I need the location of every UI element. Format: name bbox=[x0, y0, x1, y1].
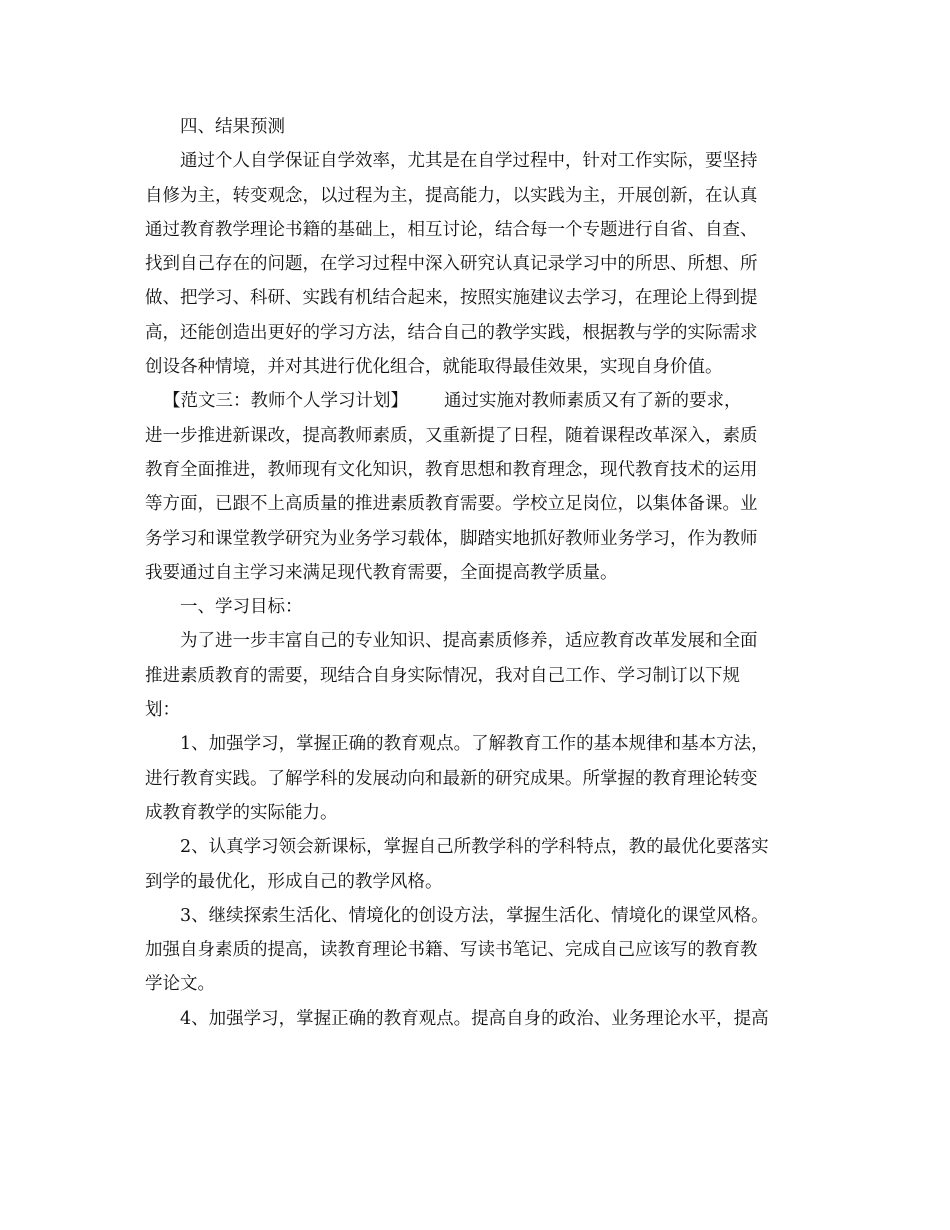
paragraph-text: 通过实施对教师素质又有了新的要求， bbox=[444, 391, 742, 412]
paragraph-line: 找到自己存在的问题，在学习过程中深入研究认真记录学习中的所思、所想、所 bbox=[145, 254, 758, 275]
paragraph-line: 学论文。 bbox=[145, 974, 215, 995]
paragraph-line: 进一步推进新课改，提高教师素质，又重新提了日程，随着课程改革深入，素质 bbox=[145, 425, 758, 446]
paragraph-line: 我要通过自主学习来满足现代教育需要，全面提高教学质量。 bbox=[145, 562, 618, 583]
paragraph-line: 推进素质教育的需要，现结合自身实际情况，我对自己工作、学习制订以下规 bbox=[145, 665, 740, 686]
section-heading-goals: 一、学习目标： bbox=[180, 597, 303, 618]
list-item-2: 2、认真学习领会新课标，掌握自己所教学科的学科特点，教的最优化要落实 bbox=[180, 837, 769, 858]
paragraph-line: 通过个人自学保证自学效率，尤其是在自学过程中，针对工作实际，要坚持 bbox=[180, 151, 758, 172]
paragraph-line: 通过教育教学理论书籍的基础上，相互讨论，结合每一个专题进行自省、自查、 bbox=[145, 219, 758, 240]
paragraph-line: 加强自身素质的提高，读教育理论书籍、写读书笔记、完成自己应该写的教育教 bbox=[145, 940, 758, 961]
section-heading-results: 四、结果预测 bbox=[180, 117, 285, 137]
sample-title-line bbox=[145, 384, 805, 418]
paragraph-line: 到学的最优化，形成自己的教学风格。 bbox=[145, 871, 443, 892]
paragraph-line: 务学习和课堂教学研究为业务学习载体，脚踏实地抓好教师业务学习，作为教师 bbox=[145, 528, 758, 549]
paragraph-line: 为了进一步丰富自己的专业知识、提高素质修养，适应教育改革发展和全面 bbox=[180, 631, 758, 652]
paragraph-line: 等方面，已跟不上高质量的推进素质教育需要。学校立足岗位，以集体备课。业 bbox=[145, 494, 758, 515]
list-item-3: 3、继续探索生活化、情境化的创设方法，掌握生活化、情境化的课堂风格。 bbox=[180, 905, 769, 926]
sample-title: 【范文三：教师个人学习计划】 bbox=[163, 391, 408, 412]
paragraph-line: 进行教育实践。了解学科的发展动向和最新的研究成果。所掌握的教育理论转变 bbox=[145, 768, 758, 789]
paragraph-line: 划： bbox=[145, 700, 180, 721]
paragraph-line: 创设各种情境，并对其进行优化组合，就能取得最佳效果，实现自身价值。 bbox=[145, 357, 723, 378]
paragraph-line: 高，还能创造出更好的学习方法，结合自己的教学实践，根据教与学的实际需求 bbox=[145, 322, 758, 343]
list-item-1: 1、加强学习，掌握正确的教育观点。了解教育工作的基本规律和基本方法， bbox=[180, 734, 769, 755]
paragraph-line: 成教育教学的实际能力。 bbox=[145, 802, 338, 823]
paragraph-line: 自修为主，转变观念，以过程为主，提高能力，以实践为主，开展创新，在认真 bbox=[145, 185, 758, 206]
list-item-4: 4、加强学习，掌握正确的教育观点。提高自身的政治、业务理论水平，提高 bbox=[180, 1008, 769, 1029]
paragraph-line: 教育全面推进，教师现有文化知识，教育思想和教育理念，现代教育技术的运用 bbox=[145, 459, 758, 480]
paragraph-line: 做、把学习、科研、实践有机结合起来，按照实施建议去学习，在理论上得到提 bbox=[145, 288, 758, 309]
document-page bbox=[145, 110, 805, 1036]
